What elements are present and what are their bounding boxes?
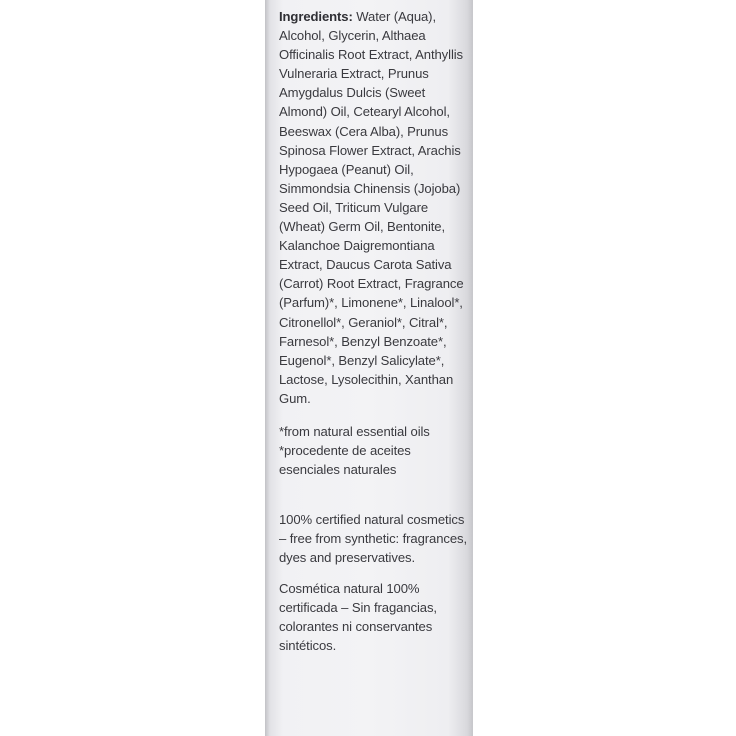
ingredients-paragraph (279, 7, 471, 408)
claim-spanish: Cosmética natural 100% certificada – Sin fragancias, colorantes ni conservantes sintéticos. (279, 580, 437, 653)
label-text (279, 7, 471, 655)
ingredients-list: Water (Aqua), Alcohol, Glycerin, Althaea Officinalis Root Extract, Anthyllis Vulneraria Extract, Prunus Amygdalus Dulcis (Sweet Almond) Oil, Cetearyl Alcohol, Beeswax (Cera Alba), Prunus Spinosa Flower Extract, Arachis Hypogaea (Peanut) Oil, Simmondsia Chinensis (Jojoba) Seed Oil, Triticum Vulgare (Wheat) Germ Oil, Bentonite, Kalanchoe Daigremontiana Extract, Daucus Carota Sativa (Carrot) Root Extract, Fragrance (Parfum)*, Limonene*, Linalool*, Citronellol*, Geraniol*, Citral*, Farnesol*, Benzyl Benzoate*, Eugenol*, Benzyl Salicylate*, Lactose, Lysolecithin, Xanthan Gum. (279, 9, 464, 406)
spacer (279, 479, 471, 510)
claim-english: 100% certified natural cosmetics – free from synthetic: fragrances, dyes and preservatives. (279, 512, 467, 566)
footnote-english: *from natural essential oils (279, 423, 430, 439)
spacer (279, 568, 471, 579)
footnote-spanish: *procedente de aceites esenciales naturales (279, 443, 411, 478)
ingredients-heading: Ingredients: (279, 9, 353, 24)
